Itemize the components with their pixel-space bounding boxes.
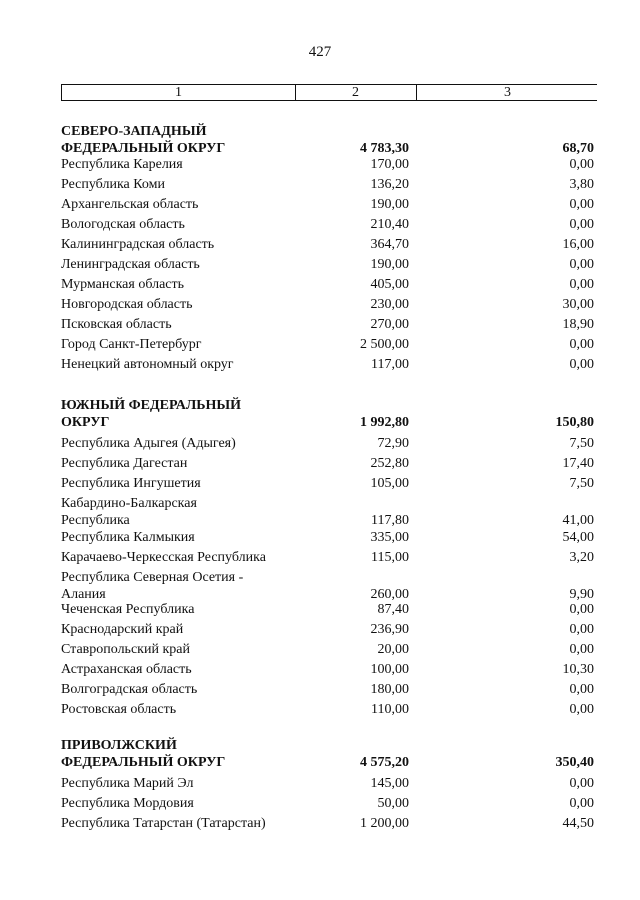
region-name: Архангельская область [61, 197, 199, 212]
region-name: Мурманская область [61, 277, 185, 292]
region-name: Чеченская Республика [61, 602, 195, 617]
district-name: ПРИВОЛЖСКИЙ [61, 738, 177, 753]
district-name-line2: ОКРУГ [61, 415, 110, 430]
value-column-2: 50,00 [377, 796, 409, 811]
region-row [0, 602, 640, 619]
region-row [0, 177, 640, 194]
value-column-2: 260,00 [370, 587, 409, 602]
region-name: Республика Дагестан [61, 456, 188, 471]
value-column-3: 0,00 [569, 702, 594, 717]
value-column-3: 10,30 [562, 662, 594, 677]
value-column-2: 270,00 [370, 317, 409, 332]
region-name: Город Санкт-Петербург [61, 337, 202, 352]
region-row [0, 776, 640, 793]
value-column-2: 20,00 [377, 642, 409, 657]
value-column-2: 210,40 [370, 217, 409, 232]
value-column-2: 100,00 [370, 662, 409, 677]
region-row [0, 297, 640, 314]
region-name: Карачаево-Черкесская Республика [61, 550, 266, 565]
value-column-2: 110,00 [371, 702, 409, 717]
region-row [0, 157, 640, 174]
value-column-2: 230,00 [370, 297, 409, 312]
region-name: Республика Ингушетия [61, 476, 201, 491]
region-name: Республика Коми [61, 177, 165, 192]
district-row [0, 398, 640, 432]
value-column-3: 30,00 [562, 297, 594, 312]
value-column-3: 16,00 [562, 237, 594, 252]
value-column-2: 105,00 [370, 476, 409, 491]
region-name: Республика Татарстан (Татарстан) [61, 816, 266, 831]
column-header-1: 1 [62, 85, 296, 100]
region-row [0, 197, 640, 214]
value-column-2: 1 200,00 [360, 816, 409, 831]
region-name: Вологодская область [61, 217, 185, 232]
value-column-3: 150,80 [555, 415, 594, 430]
region-name: Республика Марий Эл [61, 776, 194, 791]
district-row [0, 738, 640, 772]
region-name: Астраханская область [61, 662, 192, 677]
region-name: Республика Калмыкия [61, 530, 195, 545]
region-row [0, 337, 640, 354]
value-column-2: 190,00 [370, 257, 409, 272]
column-header-2: 2 [295, 85, 417, 100]
value-column-3: 0,00 [569, 337, 594, 352]
value-column-2: 335,00 [370, 530, 409, 545]
value-column-3: 3,20 [569, 550, 594, 565]
value-column-3: 7,50 [569, 476, 594, 491]
value-column-3: 350,40 [555, 755, 594, 770]
value-column-2: 4 575,20 [360, 755, 409, 770]
region-row [0, 622, 640, 639]
region-row [0, 357, 640, 374]
region-name: Республика Мордовия [61, 796, 194, 811]
region-name: Кабардино-Балкарская [61, 496, 197, 511]
region-name: Ненецкий автономный округ [61, 357, 234, 372]
column-header-row [61, 84, 597, 101]
value-column-2: 87,40 [377, 602, 409, 617]
column-header-3: 3 [504, 85, 511, 100]
value-column-2: 236,90 [370, 622, 409, 637]
region-name: Калининградская область [61, 237, 215, 252]
value-column-3: 0,00 [569, 682, 594, 697]
region-row [0, 317, 640, 334]
page-number: 427 [308, 44, 332, 60]
value-column-3: 0,00 [569, 796, 594, 811]
value-column-2: 1 992,80 [360, 415, 409, 430]
value-column-2: 2 500,00 [360, 337, 409, 352]
region-name: Республика Адыгея (Адыгея) [61, 436, 236, 451]
value-column-3: 3,80 [569, 177, 594, 192]
region-row [0, 662, 640, 679]
region-name: Ростовская область [61, 702, 177, 717]
value-column-2: 117,00 [371, 357, 409, 372]
region-name: Ленинградская область [61, 257, 200, 272]
value-column-2: 4 783,30 [360, 141, 409, 156]
region-row [0, 702, 640, 719]
region-name-line2: Алания [61, 587, 106, 602]
region-name: Волгоградская область [61, 682, 198, 697]
region-row [0, 816, 640, 833]
value-column-2: 117,80 [371, 513, 409, 528]
value-column-3: 0,00 [569, 622, 594, 637]
value-column-3: 0,00 [569, 257, 594, 272]
region-row [0, 456, 640, 473]
district-name-line2: ФЕДЕРАЛЬНЫЙ ОКРУГ [61, 141, 226, 156]
region-name: Ставропольский край [61, 642, 190, 657]
value-column-3: 17,40 [562, 456, 594, 471]
region-row [0, 217, 640, 234]
value-column-2: 136,20 [370, 177, 409, 192]
value-column-3: 18,90 [562, 317, 594, 332]
value-column-2: 170,00 [370, 157, 409, 172]
value-column-3: 0,00 [569, 157, 594, 172]
region-row [0, 237, 640, 254]
region-row [0, 682, 640, 699]
region-row [0, 476, 640, 493]
region-row [0, 642, 640, 659]
district-row [0, 124, 640, 158]
region-row [0, 796, 640, 813]
region-name: Новгородская область [61, 297, 193, 312]
region-row [0, 496, 640, 530]
region-row [0, 436, 640, 453]
value-column-3: 7,50 [569, 436, 594, 451]
region-name: Псковская область [61, 317, 172, 332]
value-column-2: 190,00 [370, 197, 409, 212]
region-row [0, 277, 640, 294]
value-column-3: 0,00 [569, 602, 594, 617]
district-name: СЕВЕРО-ЗАПАДНЫЙ [61, 124, 207, 139]
value-column-3: 0,00 [569, 217, 594, 232]
region-name: Краснодарский край [61, 622, 184, 637]
region-name: Республика Северная Осетия - [61, 570, 244, 585]
value-column-3: 0,00 [569, 357, 594, 372]
value-column-3: 0,00 [569, 197, 594, 212]
district-name-line2: ФЕДЕРАЛЬНЫЙ ОКРУГ [61, 755, 226, 770]
value-column-3: 68,70 [562, 141, 594, 156]
district-name: ЮЖНЫЙ ФЕДЕРАЛЬНЫЙ [61, 398, 242, 413]
value-column-2: 115,00 [371, 550, 409, 565]
value-column-2: 180,00 [370, 682, 409, 697]
value-column-3: 0,00 [569, 642, 594, 657]
value-column-3: 0,00 [569, 277, 594, 292]
value-column-3: 9,90 [569, 587, 594, 602]
region-row [0, 257, 640, 274]
value-column-2: 252,80 [370, 456, 409, 471]
value-column-2: 405,00 [370, 277, 409, 292]
region-row [0, 570, 640, 604]
region-row [0, 530, 640, 547]
value-column-2: 364,70 [370, 237, 409, 252]
value-column-2: 72,90 [377, 436, 409, 451]
value-column-2: 145,00 [370, 776, 409, 791]
value-column-3: 44,50 [562, 816, 594, 831]
value-column-3: 0,00 [569, 776, 594, 791]
value-column-3: 54,00 [562, 530, 594, 545]
region-name: Республика Карелия [61, 157, 183, 172]
region-row [0, 550, 640, 567]
value-column-3: 41,00 [562, 513, 594, 528]
region-name-line2: Республика [61, 513, 130, 528]
